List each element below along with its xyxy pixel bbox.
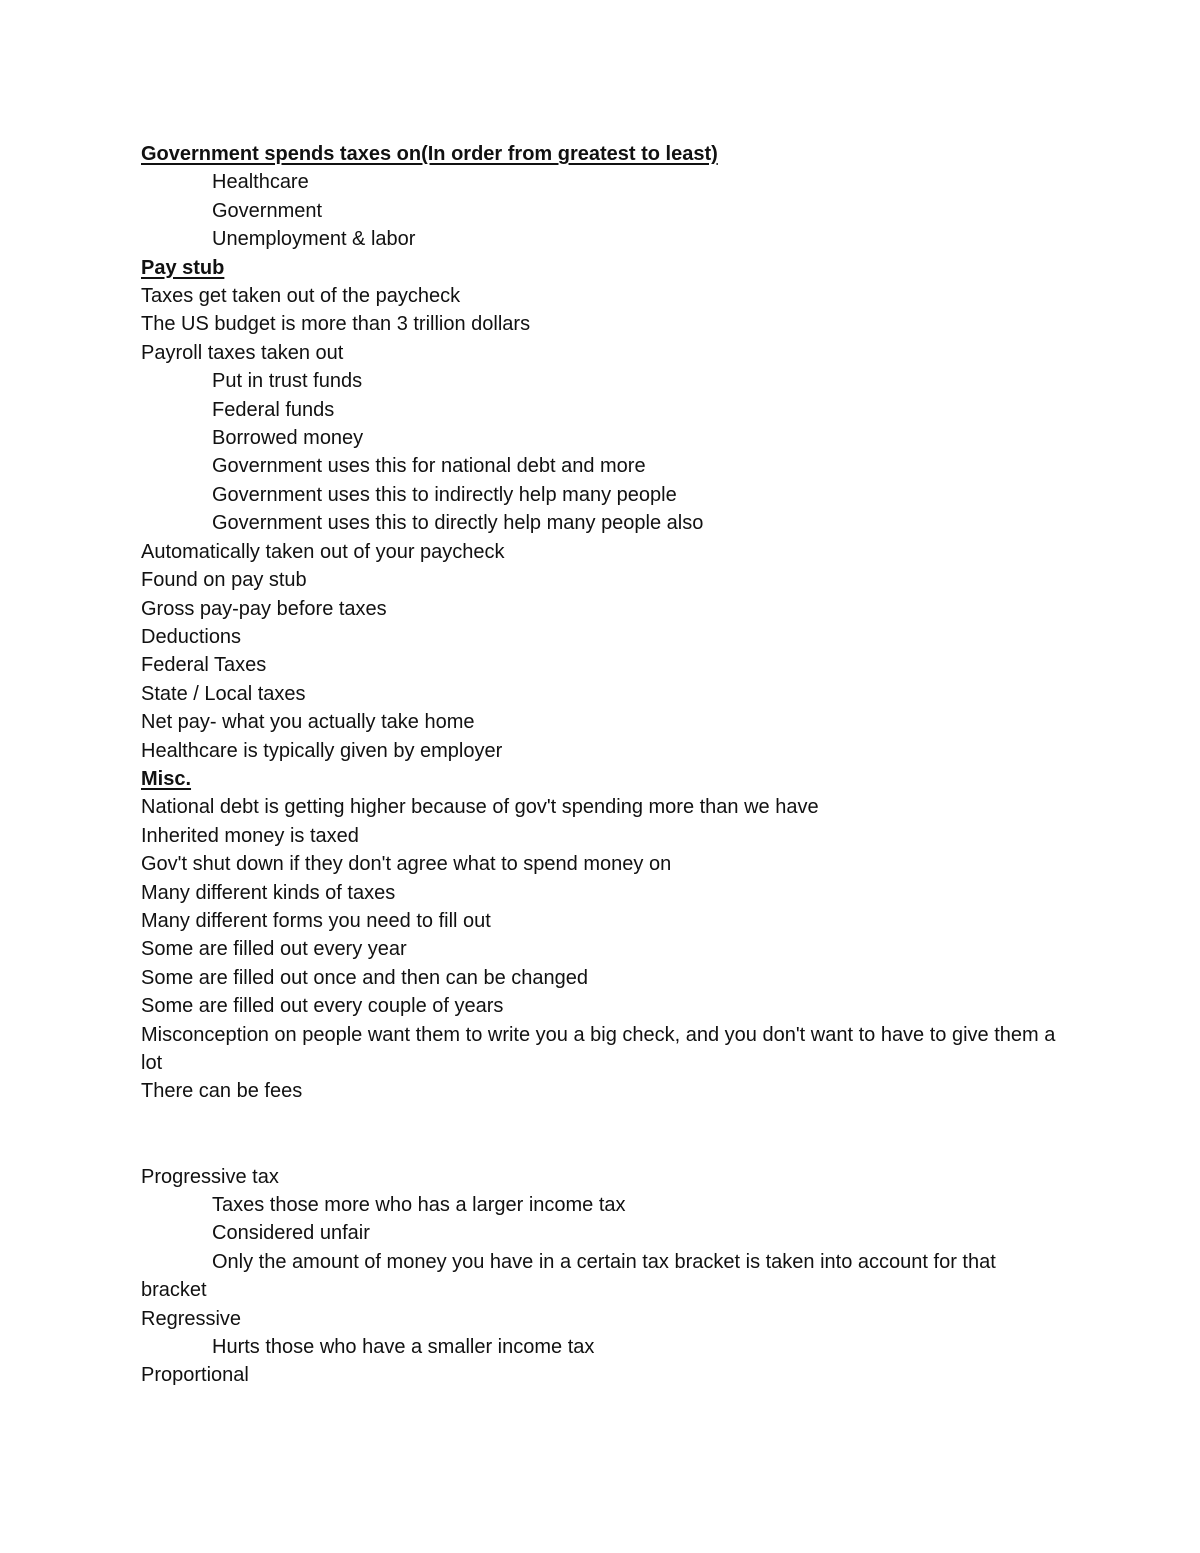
note-line: Healthcare is typically given by employer (141, 739, 503, 762)
sub-bullet-line: Put in trust funds (212, 370, 363, 393)
note-line: State / Local taxes (141, 682, 306, 705)
note-line: Taxes get taken out of the paycheck (141, 285, 461, 308)
note-line: National debt is getting higher because of gov't spending more than we have (141, 796, 819, 819)
document-body (141, 140, 1066, 1390)
note-line: Gross pay-pay before taxes (141, 597, 387, 620)
sub-bullet-line: Only the amount of money you have in a certain tax bracket is taken into account for that bracket (141, 1250, 1002, 1302)
note-line: Many different kinds of taxes (141, 881, 396, 904)
sub-bullet-line: Government uses this for national debt and more (212, 455, 646, 478)
note-line: Regressive (141, 1307, 242, 1330)
section-heading: Misc. (141, 767, 192, 790)
section-heading: Pay stub (141, 256, 225, 279)
section-heading: Government spends taxes on(In order from greatest to least) (141, 143, 718, 165)
sub-bullet-line: Hurts those who have a smaller income tax (212, 1336, 595, 1359)
note-line: Inherited money is taxed (141, 824, 359, 847)
sub-bullet-line: Government uses this to indirectly help many people (212, 483, 677, 506)
note-line: Some are filled out once and then can be changed (141, 966, 588, 989)
sub-bullet-line: Unemployment & labor (212, 228, 416, 251)
note-line: There can be fees (141, 1080, 303, 1103)
sub-bullet-line: Government (212, 199, 323, 222)
sub-bullet-line: Federal funds (212, 398, 335, 421)
note-line: Gov't shut down if they don't agree what to spend money on (141, 853, 672, 876)
note-line: Progressive tax (141, 1165, 279, 1188)
note-line: Found on pay stub (141, 569, 307, 592)
note-line: Many different forms you need to fill out (141, 909, 491, 932)
note-line: Net pay- what you actually take home (141, 711, 475, 734)
blank-space (141, 1106, 1066, 1163)
note-line: Payroll taxes taken out (141, 341, 344, 364)
note-line: Federal Taxes (141, 654, 267, 677)
note-line: Automatically taken out of your paycheck (141, 540, 505, 563)
note-line: Proportional (141, 1364, 249, 1387)
note-line: Some are filled out every couple of years (141, 995, 504, 1018)
sub-bullet-line: Considered unfair (212, 1222, 370, 1245)
sub-bullet-line: Healthcare (212, 171, 309, 194)
sub-bullet-line: Borrowed money (212, 427, 364, 450)
sub-bullet-line: Taxes those more who has a larger income tax (212, 1194, 626, 1217)
sub-bullet-line: Government uses this to directly help many people also (212, 512, 704, 535)
note-line: The US budget is more than 3 trillion dollars (141, 313, 531, 336)
note-line: Deductions (141, 625, 242, 648)
note-line: Misconception on people want them to write you a big check, and you don't want to have to give them a lot (141, 1023, 1061, 1074)
note-line: Some are filled out every year (141, 938, 407, 961)
